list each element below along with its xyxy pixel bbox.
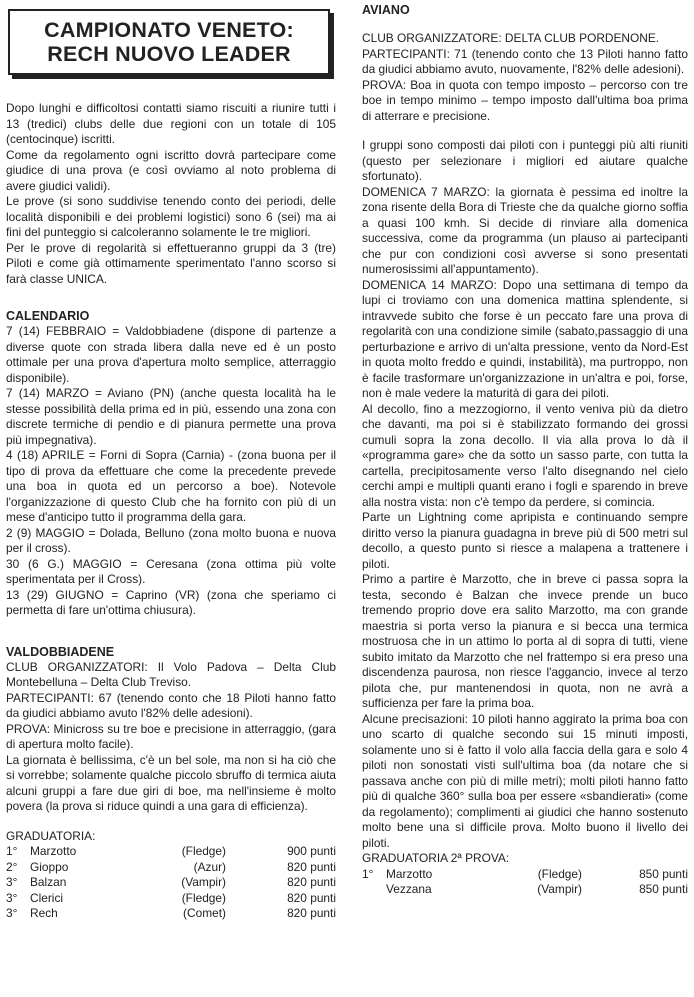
aviano-paragraph: CLUB ORGANIZZATORE: DELTA CLUB PORDENONE. xyxy=(362,31,660,45)
calendario-item: 13 (29) GIUGNO = Caprino (VR) (zona che speriamo ci permetta di fare un'ottima chiusura). xyxy=(6,587,336,617)
right-column xyxy=(362,0,688,898)
calendario-heading: CALENDARIO xyxy=(6,309,90,323)
rank-cell: 3° xyxy=(6,906,18,920)
calendario-item: 4 (18) APRILE = Forni di Sopra (Carnia) - (zona buona per il tipo di prova da effettuare che come la precedente prevede una boa in quota ed un percorso a boe). Notevole l'organizzazione di questo Club che ha fornito con più di un mese d'anticipo tutto il programma della gara. xyxy=(6,448,336,524)
pilot-points: 900 punti xyxy=(287,844,336,858)
calendario-section xyxy=(6,309,336,619)
intro-paragraph: Dopo lunghi e difficoltosi contatti siamo riscuiti a riunire tutti i 13 (tredici) clubs delle due regioni con un totale di 105 (centocinque) iscritti. xyxy=(6,101,336,146)
pilot-team: (Vampir) xyxy=(537,882,582,896)
calendario-item: 2 (9) MAGGIO = Dolada, Belluno (zona molto buona e nuova per il cross). xyxy=(6,525,336,555)
table-row xyxy=(6,875,336,891)
pilot-points: 850 punti xyxy=(639,866,688,881)
pilot-team: (Fledge) xyxy=(537,866,582,881)
pilot-name: Gioppo xyxy=(30,859,69,874)
pilot-name: Marzotto xyxy=(30,844,77,858)
rank-cell: 1° xyxy=(6,844,18,858)
pilot-points: 820 punti xyxy=(287,859,336,874)
valdobbiadene-heading: VALDOBBIADENE xyxy=(6,644,115,659)
table-row xyxy=(6,891,336,907)
valdobbiadene-paragraph: CLUB ORGANIZZATORI: Il Volo Padova – Delta Club Montebelluna – Delta Club Treviso. xyxy=(6,659,336,689)
intro-paragraph: Come da regolamento ogni iscritto dovrà partecipare come giudice di una prova (e così ovviamo al noto problema di avere giudici validi). xyxy=(6,147,336,193)
graduatoria-table xyxy=(362,867,688,898)
pilot-team: (Comet) xyxy=(183,906,226,920)
valdobbiadene-paragraph: La giornata è bellissima, c'è un bel sole, ma non si ha ciò che si vorrebbe; solamente qualche piccolo sbruffo di termica aiuta alcuni gruppi a fare due giri di boe, ma nell'insieme è molto povera (la prova si riduce quindi a una gara di efficienza). xyxy=(6,752,336,813)
intro-section xyxy=(6,101,336,287)
intro-paragraph: Per le prove di regolarità si effettueranno gruppi da 3 (tre) Piloti e come già ottimamente sperimentato l'anno scorso si farà classe UNICA. xyxy=(6,240,336,286)
pilot-team: (Fledge) xyxy=(181,844,226,858)
aviano-paragraph: Alcune precisazioni: 10 piloti hanno aggirato la prima boa con uno scarto di qualche secondo sui 15 minuti imposti, solamente uno si è fatto il volo alla faccia della gara e solo 4 piloti non sonostati visti sull'ultima boa (da notare che si passava anche con più di mille metri); molti piloti hanno fatto più di qualche 360° sulla boa per essere «sbandierati» (come da regolamento); complimenti ai giudici che hanno sostenuto molto bene una sì difficile prova. Molto buono il livello dei piloti. xyxy=(362,711,688,850)
intro-paragraph: Le prove (si sono suddivise tenendo conto dei periodi, delle località disponibili e dei problemi logistici) sono 6 (sei) ma ai fini del punteggio si calcoleranno solamente le tre migliori. xyxy=(6,194,336,239)
graduatoria-label: GRADUATORIA 2ª PROVA: xyxy=(362,851,510,865)
pilot-team: (Vampir) xyxy=(181,875,226,889)
left-column xyxy=(6,0,336,922)
pilot-name: Clerici xyxy=(30,890,64,905)
aviano-heading: AVIANO xyxy=(362,3,410,17)
pilot-points: 820 punti xyxy=(287,875,336,889)
pilot-name: Balzan xyxy=(30,875,67,889)
pilot-name: Rech xyxy=(30,906,58,920)
pilot-name: Marzotto xyxy=(386,866,433,881)
valdobbiadene-paragraph: PROVA: Minicross su tre boe e precisione in atterraggio, (gara di apertura molto facile). xyxy=(6,721,336,751)
pilot-points: 820 punti xyxy=(287,906,336,920)
pilot-points: 850 punti xyxy=(639,882,688,896)
calendario-item: 7 (14) FEBBRAIO = Valdobbiadene (dispone di partenze a diverse quote con strada libera dalla neve ed è un posto ottimale per una prova d'apertura molto semplice, atterraggio disponibile). xyxy=(6,324,336,385)
aviano-paragraph: Primo a partire è Marzotto, che in breve ci passa sopra la testa, secondo è Balzan che invece prende un buco tremendo proprio dove era salito Marzotto, ma con grande maestria si porta verso la pianura e si becca una termica mostruosa che in un attimo lo porta al di sopra di tutti, viene subito imitato da Marzotto che nel frattempo si era preso una discendenza paurosa, non riesce l'aggancio, invece al terzo pilota che, pur mantenendosi in quota, non ne avrà a sufficienza per fare la prima boa. xyxy=(362,572,688,710)
title-line-1: CAMPIONATO VENETO: xyxy=(44,18,294,42)
table-row xyxy=(6,860,336,876)
aviano-paragraph: Parte un Lightning come apripista e continuando sempre diritto verso la pianura guadagna in breve più di 500 metri sul decollo, a questo punto si riesce a malapena a trattenere i piloti. xyxy=(362,510,688,571)
pilot-points: 820 punti xyxy=(287,890,336,905)
aviano-paragraph: DOMENICA 14 MARZO: Dopo una settimana di tempo da lupi ci troviamo con una domenica mattina splendente, si intravvede subito che forse è un peccato fare una prova di regolarità con una condizione simile (sabato,passaggio di una perturbazione e arrivo di un'alta pressione, vento da Nord-Est in quota molto freddo e quindi, instabilità), ma purtroppo, non è facile trasformare un'organizzazione in un'altra e poi, forse, non è male vedere la maturità di gara dei piloti. xyxy=(362,277,688,400)
valdobbiadene-paragraph: PARTECIPANTI: 67 (tenendo conto che 18 Piloti hanno fatto da giudici abbiamo avuto l'82% delle adesioni). xyxy=(6,690,336,720)
graduatoria-label: GRADUATORIA: xyxy=(6,828,96,843)
table-row xyxy=(362,867,688,883)
table-row xyxy=(362,882,688,898)
rank-cell: 1° xyxy=(362,866,374,881)
table-row xyxy=(6,844,336,860)
calendario-item: 30 (6 G.) MAGGIO = Ceresana (zona ottima più volte sperimentata per il Cross). xyxy=(6,556,336,586)
calendario-item: 7 (14) MARZO = Aviano (PN) (anche questa località ha le stesse possibilità della prima ed in più, essendo una zona con discrete termiche di pendio e di pianura permette una prova più impegnativa). xyxy=(6,386,336,447)
rank-cell: 2° xyxy=(6,859,18,874)
title-line-2: RECH NUOVO LEADER xyxy=(47,42,291,66)
valdobbiadene-section xyxy=(6,645,336,922)
pilot-team: (Fledge) xyxy=(181,890,226,905)
aviano-paragraph: I gruppi sono composti dai piloti con i punteggi più alti riuniti (questo per selezionare i migliori ed aiutare qualche sfortunato). xyxy=(362,138,688,183)
pilot-name: Vezzana xyxy=(386,882,432,896)
title-box xyxy=(8,9,330,75)
aviano-paragraph: PARTECIPANTI: 71 (tenendo conto che 13 Piloti hanno fatto da giudici abbiamo avuto, nuovamente, l'82% delle adesioni). xyxy=(362,46,688,76)
aviano-paragraph: PROVA: Boa in quota con tempo imposto – percorso con tre boe in tempo minimo – tempo imposto dall'ultima boa prima di atterrare e precisione. xyxy=(362,77,688,123)
aviano-paragraph: DOMENICA 7 MARZO: la giornata è pessima ed inoltre la zona risente della Bora di Trieste che da qualche giorno soffia a quasi 100 kmh. Si decide di rinviare alla domenica successiva, come da programma (un plauso ai partecipanti che pur con condizioni così avverse si sono presentati numerosissimi all'appuntamento). xyxy=(362,184,688,276)
graduatoria-table xyxy=(6,844,336,922)
rank-cell: 3° xyxy=(6,875,18,889)
rank-cell xyxy=(362,882,386,898)
aviano-paragraph: Al decollo, fino a mezzogiorno, il vento veniva più da dietro che davanti, ma poi si è stabilizzato formando dei grossi cumuli sopra la zona decollo. Il via alla prova lo dà il «programma gare» che da sotto un sasso parte, con tutta la cartella, precipitosamente verso l'alto disegnando nel cielo cerchi ampi e multipli quanti erano i fogli e sparendo in breve alla nostra vista: non c'è tempo da perdere, si comincia. xyxy=(362,401,688,509)
pilot-team: (Azur) xyxy=(193,859,226,874)
rank-cell: 3° xyxy=(6,890,18,905)
table-row xyxy=(6,906,336,922)
